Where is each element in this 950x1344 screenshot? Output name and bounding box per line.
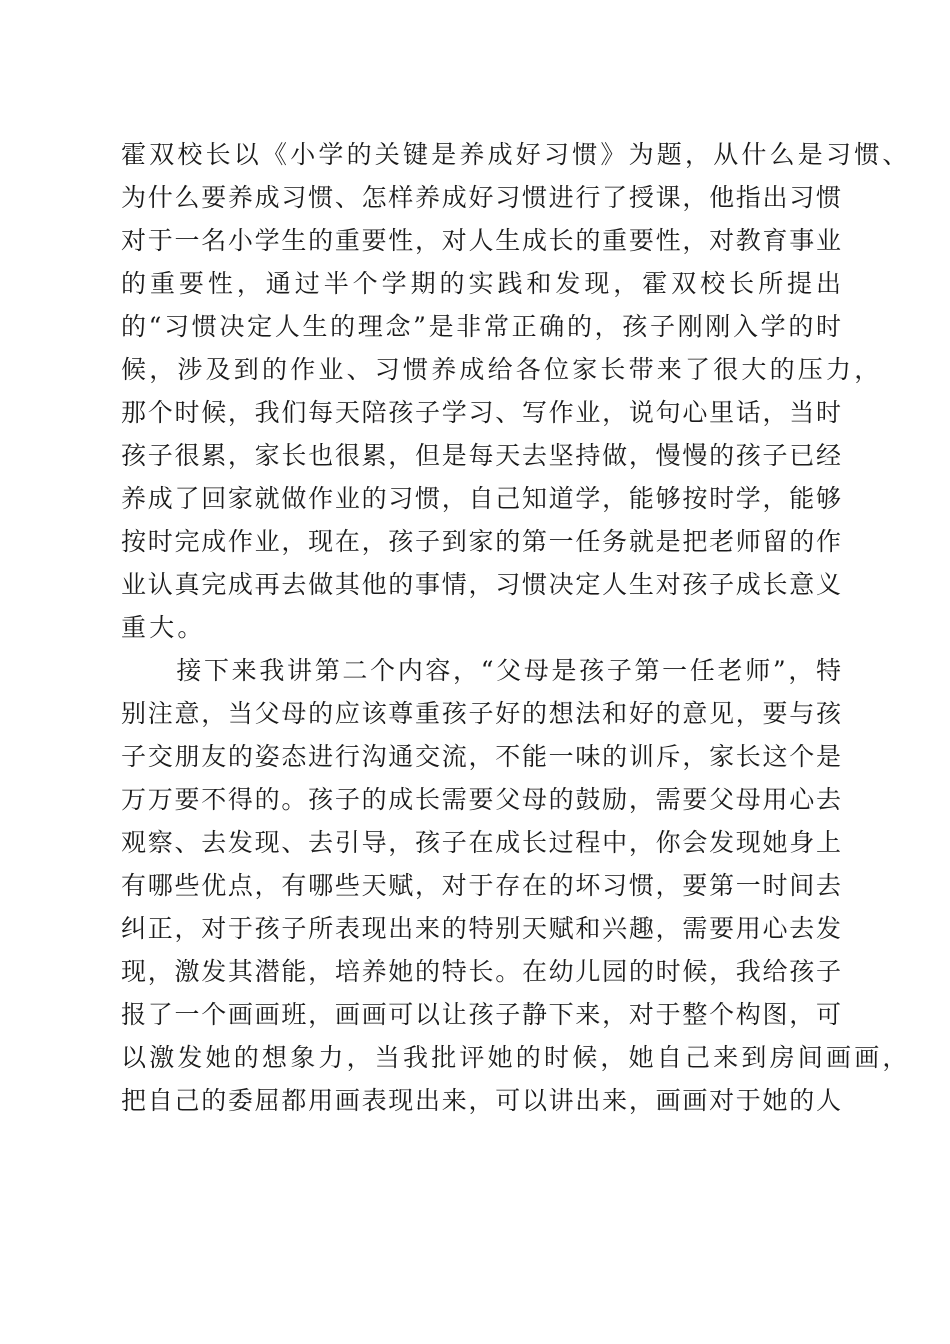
text-line: 养成了回家就做作业的习惯，自己知道学，能够按时学，能够: [121, 484, 841, 513]
text-line: 子交朋友的姿态进行沟通交流，不能一味的训斥，家长这个是: [121, 742, 841, 771]
text-line: 报了一个画画班，画画可以让孩子静下来，对于整个构图，可: [121, 1000, 841, 1029]
text-line: 对于一名小学生的重要性，对人生成长的重要性，对教育事业: [121, 226, 841, 255]
text-line: 候，涉及到的作业、习惯养成给各位家长带来了很大的压力，: [121, 355, 883, 384]
text-line: 为什么要养成习惯、怎样养成好习惯进行了授课，他指出习惯: [121, 183, 841, 212]
text-line: 霍双校长以《小学的关键是养成好习惯》为题，从什么是习惯、: [121, 140, 911, 169]
text-line: 现，激发其潜能，培养她的特长。在幼儿园的时候，我给孩子: [121, 957, 841, 986]
text-line: 万万要不得的。孩子的成长需要父母的鼓励，需要父母用心去: [121, 785, 841, 814]
text-line: 的“习惯决定人生的理念”是非常正确的，孩子刚刚入学的时: [121, 312, 841, 341]
text-line: 有哪些优点，有哪些天赋，对于存在的坏习惯，要第一时间去: [121, 871, 841, 900]
text-line: 纠正，对于孩子所表现出来的特别天赋和兴趣，需要用心去发: [121, 914, 841, 943]
text-line: 以激发她的想象力，当我批评她的时候，她自己来到房间画画，: [121, 1043, 911, 1072]
text-line: 把自己的委屈都用画表现出来，可以讲出来，画画对于她的人: [121, 1086, 841, 1115]
text-line: 业认真完成再去做其他的事情，习惯决定人生对孩子成长意义: [121, 570, 841, 599]
paragraph-parents-first-teacher: [121, 649, 911, 1122]
text-line: 的重要性，通过半个学期的实践和发现，霍双校长所提出: [121, 269, 841, 298]
text-line: 接下来我讲第二个内容，“父母是孩子第一任老师”，特: [121, 656, 841, 685]
text-line: 那个时候，我们每天陪孩子学习、写作业，说句心里话，当时: [121, 398, 841, 427]
text-line: 按时完成作业，现在，孩子到家的第一任务就是把老师留的作: [121, 527, 841, 556]
text-line: 观察、去发现、去引导，孩子在成长过程中，你会发现她身上: [121, 828, 841, 857]
text-line: 别注意，当父母的应该尊重孩子好的想法和好的意见，要与孩: [121, 699, 841, 728]
text-line: 重大。: [121, 613, 206, 642]
paragraph-habits: [121, 133, 911, 649]
text-line: 孩子很累，家长也很累，但是每天去坚持做，慢慢的孩子已经: [121, 441, 841, 470]
document-body: [121, 133, 911, 1122]
